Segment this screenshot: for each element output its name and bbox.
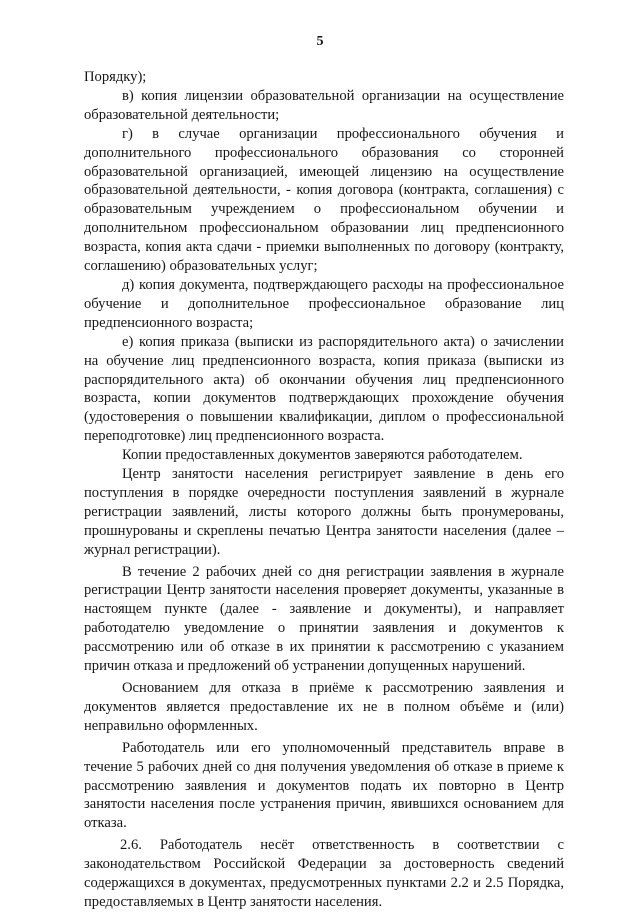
paragraph-item-g: г) в случае организации профессионального обучения и дополнительного профессионального образования со сторонней образовательной организацией, имеющей лицензию на осуществление образовательной деятельности, - копия договора (контракта, соглашения) с образовательным учреждением о профессиональном обучении и дополнительном профессиональном образовании лиц предпенсионного возраста, копия акта сдачи - приемки выполненных по договору (контракту, соглашению) образовательных услуг; xyxy=(84,125,564,275)
paragraph-item-d: д) копия документа, подтверждающего расходы на профессиональное обучение и дополнительное профессиональное образование лиц предпенсионного возраста; xyxy=(84,276,564,331)
paragraph-review-period: В течение 2 рабочих дней со дня регистрации заявления в журнале регистрации Центр занятости населения проверяет документы, указанные в настоящем пункте (далее - заявление и документы), и направляет работодателю уведомление о принятии заявления и документов к рассмотрению или об отказе в их принятии к рассмотрению с указанием причин отказа и предложений об устранении допущенных нарушений. xyxy=(84,563,564,675)
paragraph-copies-certified: Копии предоставленных документов заверяются работодателем. xyxy=(122,447,523,464)
paragraph-resubmission: Работодатель или его уполномоченный представитель вправе в течение 5 рабочих дней со дня получения уведомления об отказе в приеме к рассмотрению заявления и документов подать их повторно в Центр занятости населения после устранения причин, явившихся основанием для отказа. xyxy=(84,739,564,832)
paragraph-section-2-6: 2.6. Работодатель несёт ответственность в соответствии с законодательством Российской Федерации за достоверность сведений содержащихся в документах, предусмотренных пунктами 2.2 и 2.5 Порядка, предоставляемых в Центр занятости населения. xyxy=(84,837,564,910)
page-number: 5 xyxy=(316,34,324,49)
paragraph-item-v: в) копия лицензии образовательной организации на осуществление образовательной деятельности; xyxy=(84,87,564,123)
document-body xyxy=(84,68,564,912)
paragraph-item-e: е) копия приказа (выписки из распорядительного акта) о зачислении на обучение лиц предпенсионного возраста, копия приказа (выписки из распорядительного акта) об окончании обучения лиц предпенсионного возраста, копии документов подтверждающих прохождение обучения (удостоверения о повышении квалификации, диплом о профессиональной переподготовке) лиц предпенсионного возраста. xyxy=(84,333,564,445)
paragraph-continuation: Порядку); xyxy=(84,69,147,85)
paragraph-refusal-grounds: Основанием для отказа в приёме к рассмотрению заявления и документов является предоставление их не в полном объёме и (или) неправильно оформленных. xyxy=(84,680,564,734)
paragraph-registration: Центр занятости населения регистрирует заявление в день его поступления в порядке очередности поступления заявлений в журнале регистрации заявлений, листы которого должны быть пронумерованы, прошнурованы и скреплены печатью Центра занятости населения (далее – журнал регистрации). xyxy=(84,466,564,558)
